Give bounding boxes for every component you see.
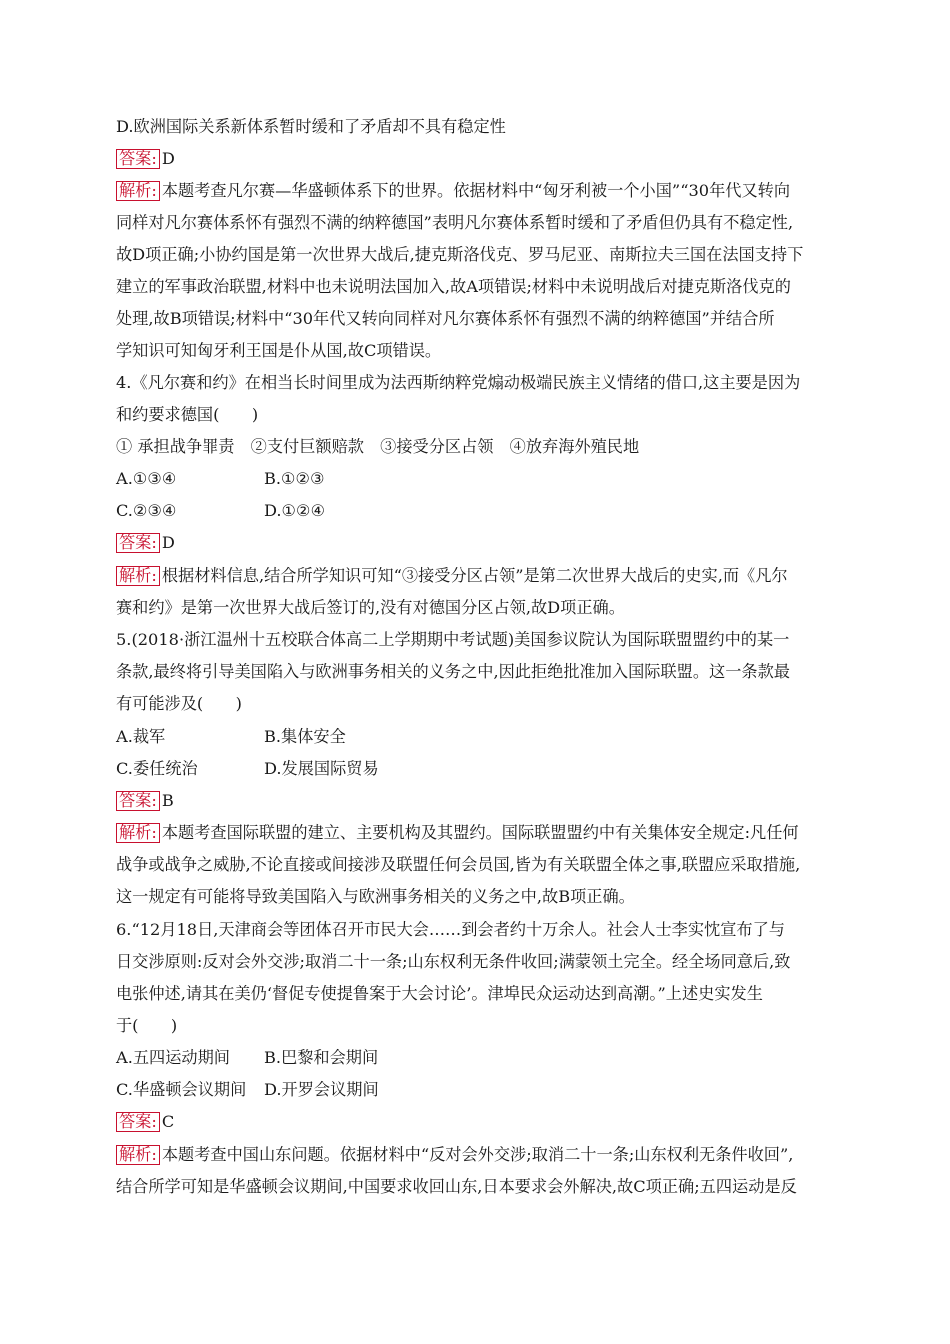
q3-answer: [116, 149, 175, 169]
q4-analysis-line-2: 赛和约》是第一次世界大战后签订的,没有对德国分区占领,故D项正确。: [116, 598, 625, 617]
q6-analysis-line-2: 结合所学可知是华盛顿会议期间,中国要求收回山东,日本要求会外解决,故C项正确;五四运动是反: [116, 1177, 797, 1196]
q6-stem-line-1: 6.“12月18日,天津商会等团体召开市民大会……到会者约十万余人。社会人士李实忱宣布了与: [116, 920, 785, 939]
q6-analysis-line-1: 解析: 本题考查中国山东问题。依据材料中“反对会外交涉;取消二十一条;山东权利无条件收回”,: [116, 1145, 793, 1165]
q6-option-d: D.开罗会议期间: [264, 1080, 379, 1099]
q4-stem-line-1: 4.《凡尔赛和约》在相当长时间里成为法西斯纳粹党煽动极端民族主义情绪的借口,这主要是因为: [116, 373, 801, 392]
q6-option-c: C.华盛顿会议期间: [116, 1080, 247, 1099]
analysis-label: 解析:: [116, 823, 160, 843]
q5-stem-line-3: 有可能涉及( ): [116, 694, 242, 713]
answer-label: 答案:: [116, 1112, 160, 1132]
q5-option-a: A.裁军: [116, 727, 166, 746]
answer-value: D: [161, 149, 175, 168]
q5-analysis-line-1: 解析: 本题考查国际联盟的建立、主要机构及其盟约。国际联盟盟约中有关集体安全规定:凡任何: [116, 823, 799, 843]
q3-analysis-line-3: 故D项正确;小协约国是第一次世界大战后,捷克斯洛伐克、罗马尼亚、南斯拉夫三国在法国支持下: [116, 245, 804, 264]
q3-analysis-line-4: 建立的军事政治联盟,材料中也未说明法国加入,故A项错误;材料中未说明战后对捷克斯洛伐克的: [116, 277, 791, 296]
q4-answer: [116, 533, 175, 553]
q4-items: ① 承担战争罪责 ②支付巨额赔款 ③接受分区占领 ④放弃海外殖民地: [116, 437, 640, 456]
q6-option-b: B.巴黎和会期间: [264, 1048, 379, 1067]
q6-option-a: A.五四运动期间: [116, 1048, 230, 1067]
q6-stem-line-4: 于( ): [116, 1016, 178, 1035]
q4-options-row-1: [116, 469, 836, 489]
answer-value: D: [161, 533, 175, 552]
q6-options-row-2: [116, 1080, 836, 1100]
answer-value: C: [161, 1112, 175, 1131]
q6-options-row-1: [116, 1048, 836, 1068]
q5-stem-line-2: 条款,最终将引导美国陷入与欧洲事务相关的义务之中,因此拒绝批准加入国际联盟。这一条款最: [116, 662, 790, 681]
q4-stem-line-2: 和约要求德国( ): [116, 405, 259, 424]
q5-analysis-line-2: 战争或战争之威胁,不论直接或间接涉及联盟任何会员国,皆为有关联盟全体之事,联盟应采取措施,: [116, 855, 801, 874]
analysis-label: 解析:: [116, 566, 160, 586]
q3-analysis-line-5: 处理,故B项错误;材料中“30年代又转向同样对凡尔赛体系怀有强烈不满的纳粹德国”并结合所: [116, 309, 775, 328]
q3-option-d: D.欧洲国际关系新体系暂时缓和了矛盾却不具有稳定性: [116, 117, 506, 136]
q5-option-b: B.集体安全: [264, 727, 346, 746]
answer-label: 答案:: [116, 533, 160, 553]
q5-stem-line-1: 5.(2018·浙江温州十五校联合体高二上学期期中考试题)美国参议院认为国际联盟盟约中的某一: [116, 630, 790, 649]
answer-label: 答案:: [116, 149, 160, 169]
q4-options-row-2: [116, 501, 836, 521]
q5-answer: [116, 791, 174, 811]
q4-analysis-line-1: 解析: 根据材料信息,结合所学知识可知“③接受分区占领”是第二次世界大战后的史实,而《凡尔: [116, 566, 788, 586]
q4-option-a: A.①③④: [116, 469, 177, 488]
answer-value: B: [161, 791, 174, 810]
q4-option-b: B.①②③: [264, 469, 325, 488]
q4-option-c: C.②③④: [116, 501, 177, 520]
q5-options-row-1: [116, 727, 836, 747]
q3-analysis-line-2: 同样对凡尔赛体系怀有强烈不满的纳粹德国”表明凡尔赛体系暂时缓和了矛盾但仍具有不稳定性,: [116, 213, 794, 232]
answer-label: 答案:: [116, 791, 160, 811]
analysis-label: 解析:: [116, 1145, 160, 1165]
q3-analysis-line-6: 学知识可知匈牙利王国是仆从国,故C项错误。: [116, 341, 442, 360]
analysis-label: 解析:: [116, 181, 160, 201]
q3-analysis-line-1: 解析: 本题考查凡尔赛—华盛顿体系下的世界。依据材料中“匈牙利被一个小国”“30年代又转向: [116, 181, 790, 201]
q5-option-c: C.委任统治: [116, 759, 198, 778]
q5-analysis-line-3: 这一规定有可能将导致美国陷入与欧洲事务相关的义务之中,故B项正确。: [116, 887, 635, 906]
q5-option-d: D.发展国际贸易: [264, 759, 379, 778]
q6-stem-line-3: 电张仲述,请其在美仍‘督促专使提鲁案于大会讨论’。津埠民众运动达到高潮。”上述史实发生: [116, 984, 763, 1003]
q6-stem-line-2: 日交涉原则:反对会外交涉;取消二十一条;山东权利无条件收回;满蒙领土完全。经全场同意后,致: [116, 952, 791, 971]
q6-answer: [116, 1112, 174, 1132]
q4-option-d: D.①②④: [264, 501, 326, 520]
q5-options-row-2: [116, 759, 836, 779]
